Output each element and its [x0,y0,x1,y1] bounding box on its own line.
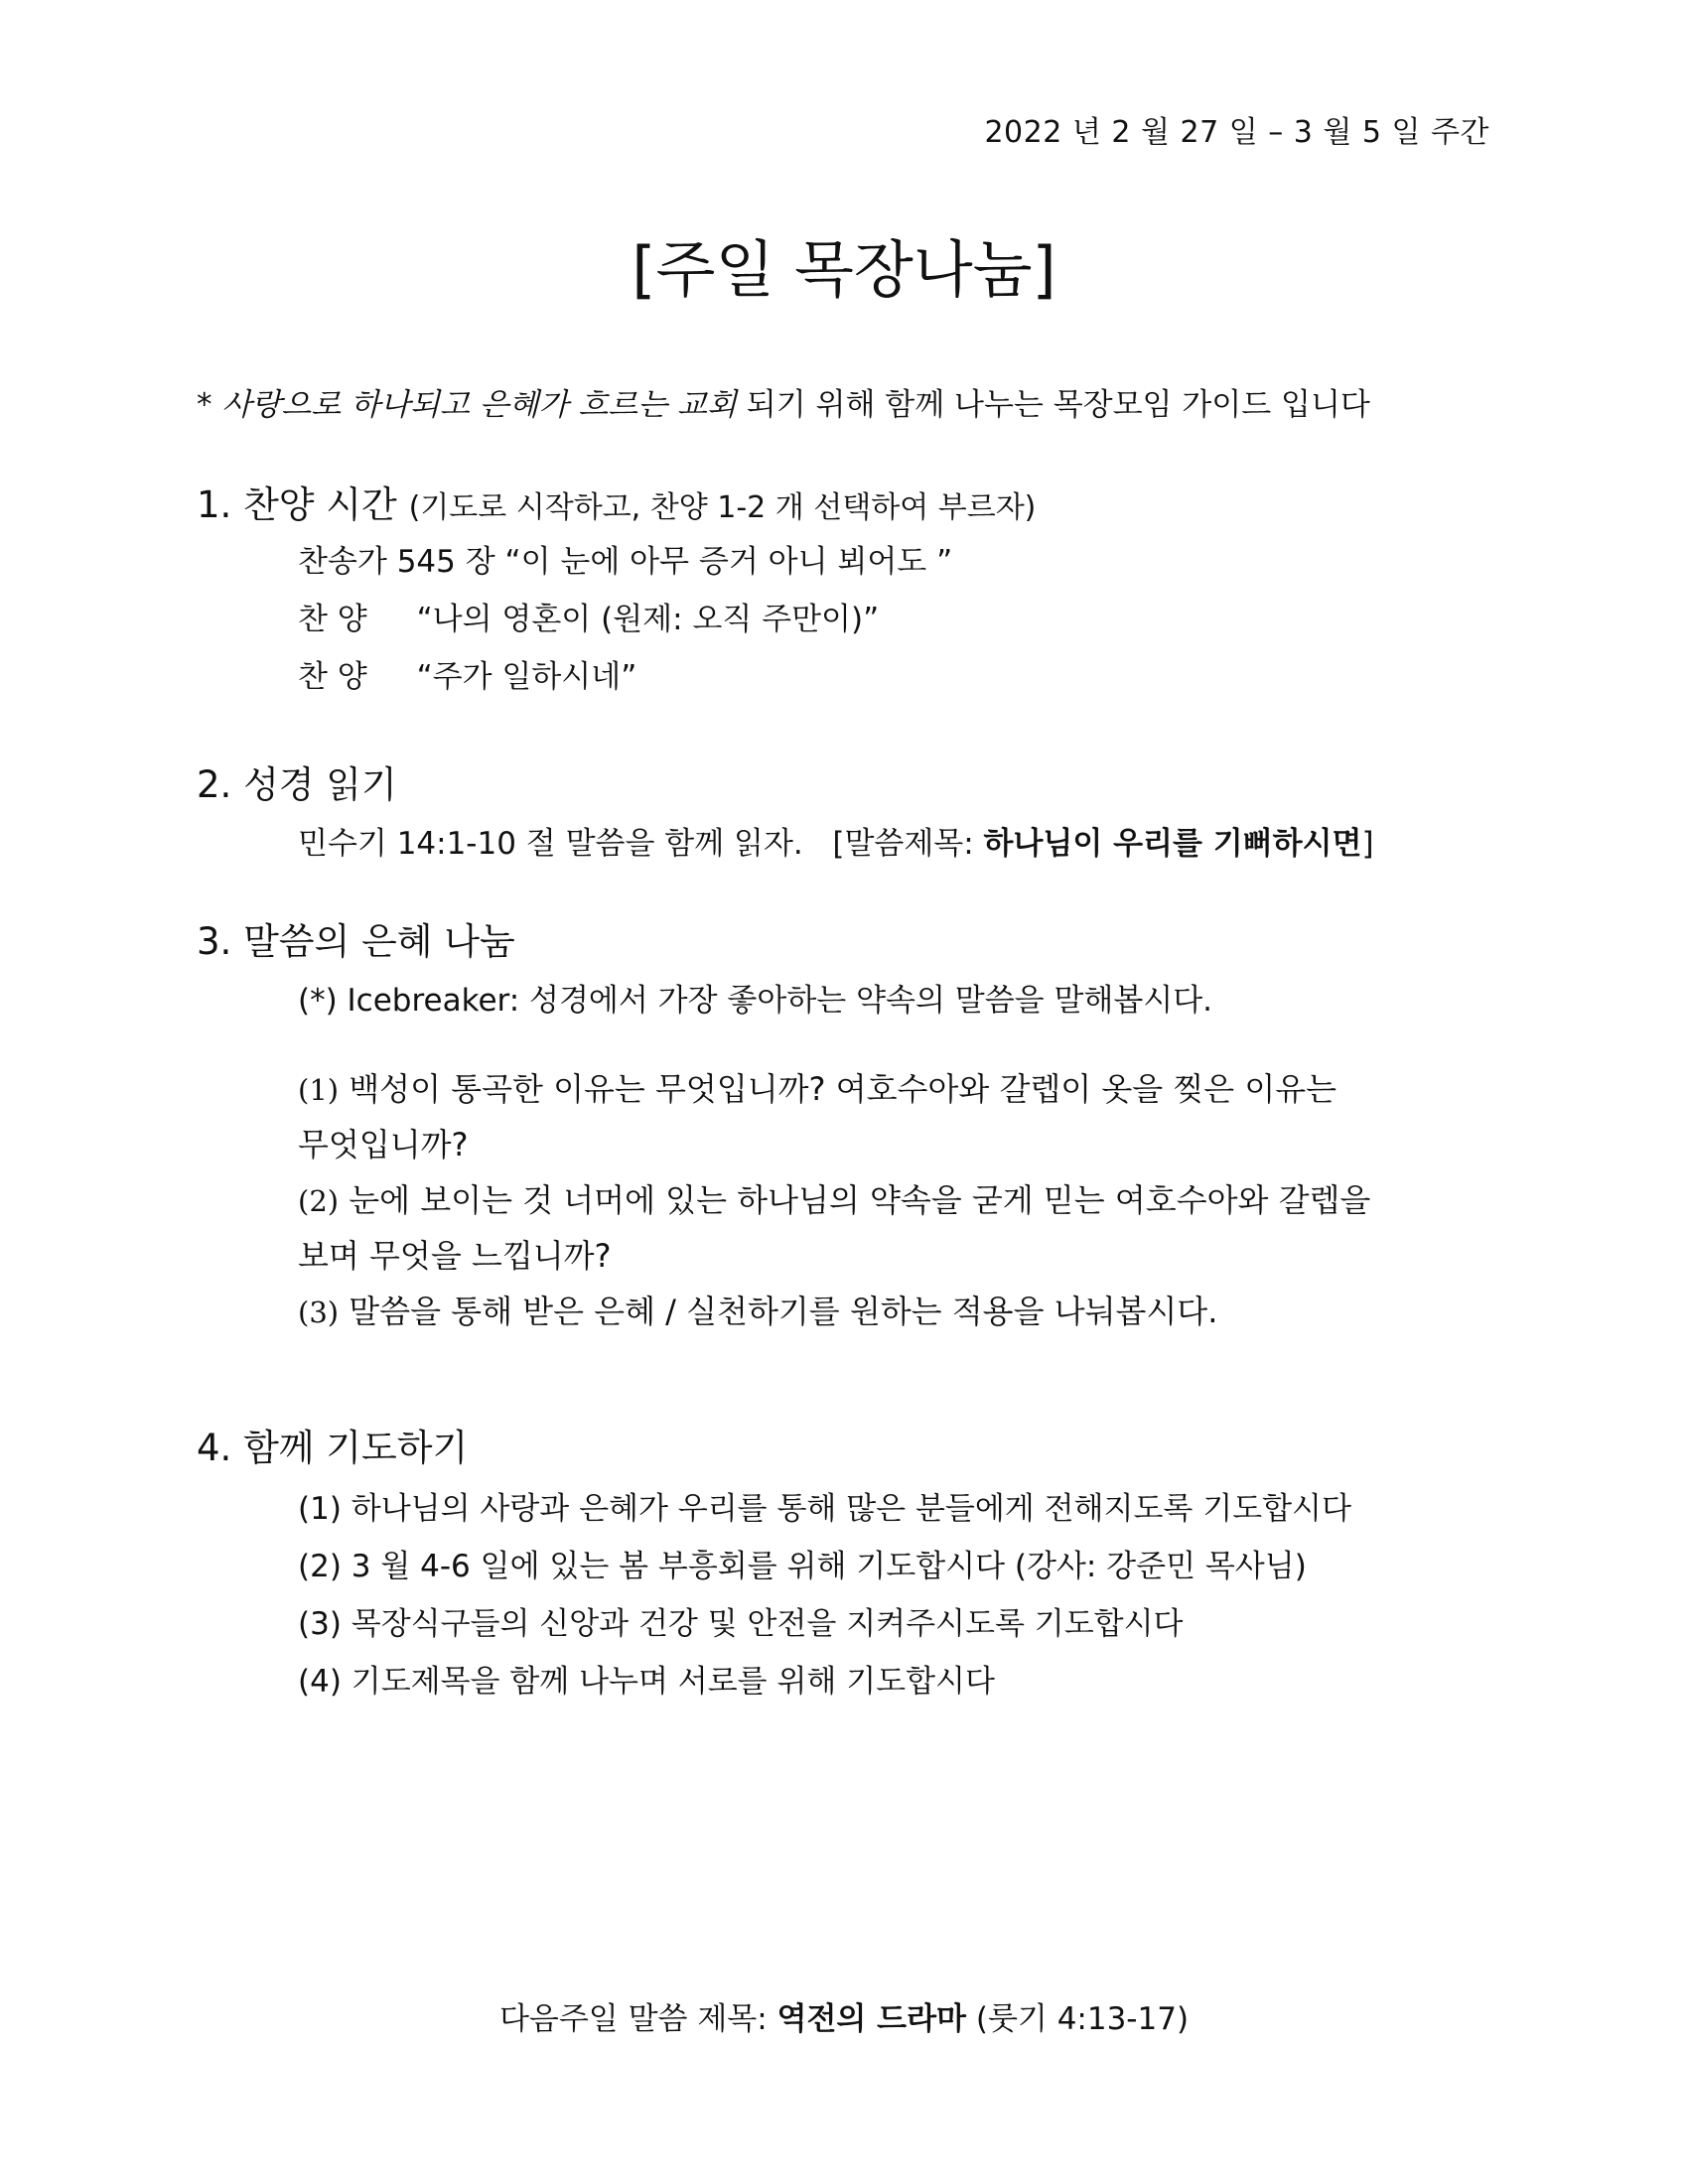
prayer-item-2: (2) 3 월 4-6 일에 있는 봄 부흥회를 위해 기도합시다 (강사: 강준민 목사님) [298,1549,1307,1584]
question-2-text: 눈에 보이는 것 너머에 있는 하나님의 약속을 굳게 믿는 여호수아와 갈렙을 [339,1181,1371,1219]
icebreaker-label: (*) Icebreaker: [298,983,520,1019]
section2-heading: 2. 성경 읽기 [197,763,397,806]
question-2-line-1 [298,1175,1370,1221]
song-1-title: “이 눈에 아무 증거 아니 뵈어도 ” [504,544,953,580]
prayer-item-3: (3) 목장식구들의 신앙과 건강 및 안전을 지켜주시도록 기도합시다 [298,1606,1184,1642]
song-3-label: 찬 양 [298,659,367,695]
prayer-item-1: (1) 하나님의 사랑과 은혜가 우리를 통해 많은 분들에게 전해지도록 기도합시다 [298,1491,1351,1527]
intro-church-motto: 사랑으로 하나되고 은혜가 흐르는 교회 [221,387,737,423]
prayer-item-4: (4) 기도제목을 함께 나누며 서로를 위해 기도합시다 [298,1664,995,1700]
reading-text: 민수기 14:1-10 절 말씀을 함께 읽자. [298,826,803,862]
icebreaker-text: 성경에서 가장 좋아하는 약속의 말씀을 말해봅시다. [519,983,1213,1019]
question-1-line-2: 무엇입니까? [298,1126,469,1163]
bible-reading [298,818,1374,863]
question-1-number: (1) [298,1073,340,1107]
intro-asterisk: * [197,387,212,423]
next-sermon-ref: (룻기 4:13-17) [966,2001,1190,2037]
sermon-title: 하나님이 우리를 기뻐하시면 [983,826,1362,862]
question-2-number: (2) [298,1184,340,1218]
section1-heading [197,475,1036,528]
song-1 [298,536,952,581]
date-range: 2022 년 2 월 27 일 – 3 월 5 일 주간 [984,115,1489,150]
song-3-title: “주가 일하시네” [416,659,637,695]
song-2 [298,594,879,638]
song-2-title: “나의 영혼이 (원제: 오직 주만이)” [416,602,880,637]
song-3 [298,651,636,696]
song-2-label: 찬 양 [298,602,367,637]
next-sermon [0,1993,1688,2038]
question-2-line-2: 보며 무엇을 느낍니까? [298,1237,612,1275]
intro-line [197,379,1370,424]
icebreaker [298,975,1212,1020]
question-3-text: 말씀을 통해 받은 은혜 / 실천하기를 원하는 적용을 나눠봅시다. [339,1293,1218,1330]
page-title: [주일 목장나눔] [632,233,1056,306]
song-1-label: 찬송가 545 장 [298,544,495,580]
section4-heading: 4. 함께 기도하기 [197,1427,469,1469]
sermon-prefix: [말씀제목: [832,826,984,862]
question-3-number: (3) [298,1296,340,1329]
question-1-line-1 [298,1064,1336,1110]
next-sermon-title: 역전의 드라마 [776,2001,966,2037]
section1-title: 1. 찬양 시간 [197,483,397,526]
intro-rest: 되기 위해 함께 나누는 목장모임 가이드 입니다 [736,387,1370,423]
sermon-suffix: ] [1361,826,1374,862]
question-3-line-1 [298,1287,1217,1332]
section3-heading: 3. 말씀의 은혜 나눔 [197,920,515,963]
section1-note: (기도로 시작하고, 찬양 1-2 개 선택하여 부르자) [408,490,1037,525]
question-1-text: 백성이 통곡한 이유는 무엇입니까? 여호수아와 갈렙이 옷을 찢은 이유는 [339,1070,1337,1108]
next-sermon-prefix: 다음주일 말씀 제목: [498,2001,777,2037]
